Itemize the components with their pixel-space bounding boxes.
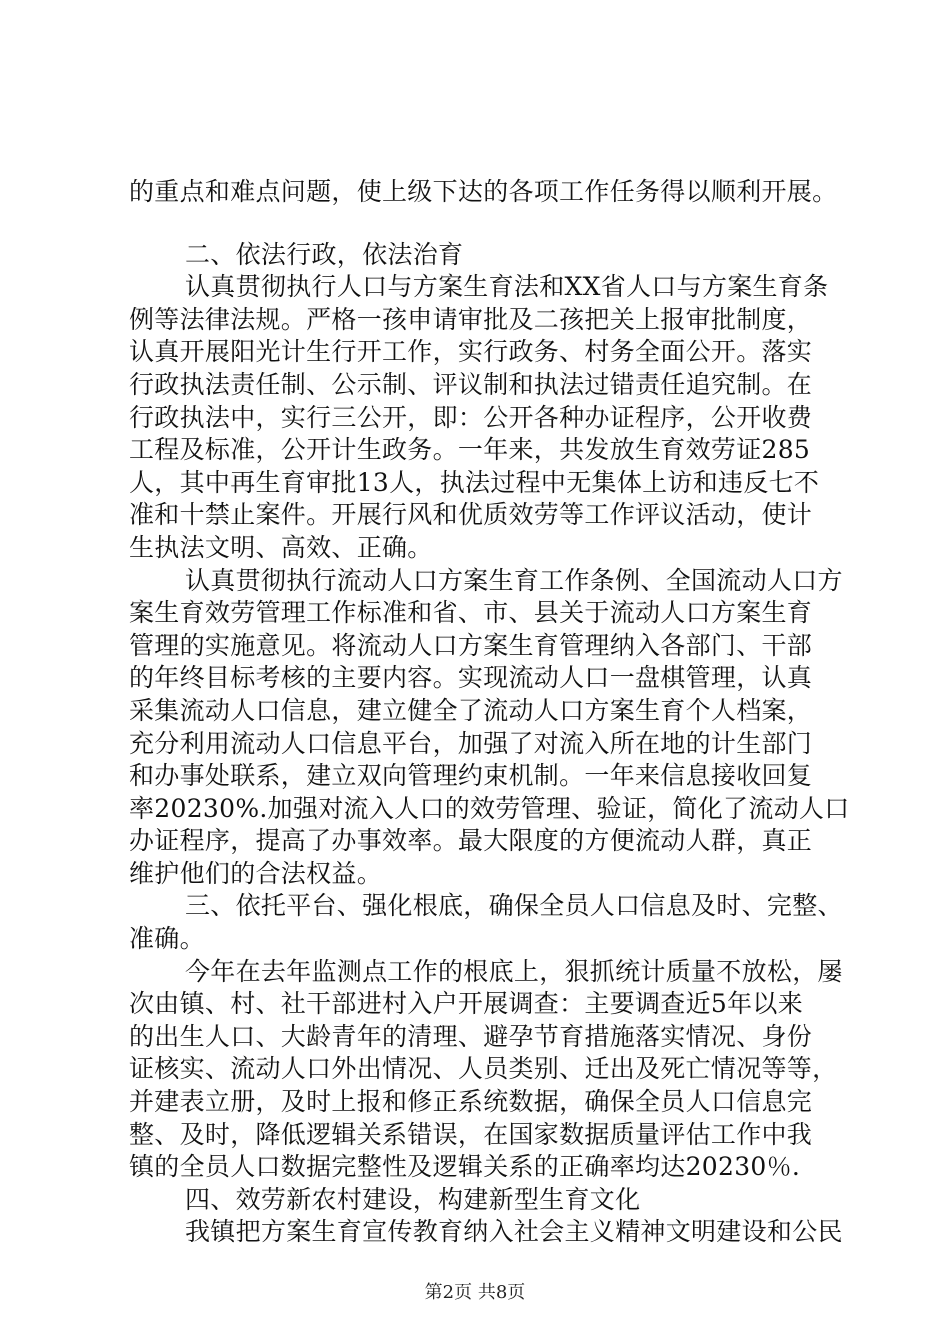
text-line: 并建表立册，及时上报和修正系统数据，确保全员人口信息完 (129, 1087, 813, 1117)
text-line: 和办事处联系，建立双向管理约束机制。一年来信息接收回复 (129, 761, 813, 791)
text-line: 办证程序，提高了办事效率。最大限度的方便流动人群，真正 (129, 826, 813, 856)
text-line: 行政执法中，实行三公开，即：公开各种办证程序，公开收费 (129, 402, 813, 432)
text-line: 例等法律法规。严格一孩申请审批及二孩把关上报审批制度， (129, 304, 813, 334)
text-line: 今年在去年监测点工作的根底上，狠抓统计质量不放松，屡 (185, 956, 843, 986)
text-line: 准和十禁止案件。开展行风和优质效劳等工作评议活动，使计 (129, 500, 813, 530)
text-line: 次由镇、村、社干部进村入户开展调查：主要调查近5年以来 (129, 989, 804, 1019)
text-line: 认真贯彻执行人口与方案生育法和XX省人口与方案生育条 (185, 272, 829, 302)
text-line: 采集流动人口信息，建立健全了流动人口方案生育个人档案， (129, 695, 813, 725)
text-line: 人，其中再生育审批13人，执法过程中无集体上访和违反七不 (129, 467, 820, 497)
text-line: 整、及时，降低逻辑关系错误，在国家数据质量评估工作中我 (129, 1119, 813, 1149)
text-line: 的重点和难点问题，使上级下达的各项工作任务得以顺利开展。 (129, 177, 838, 206)
text-line: 案生育效劳管理工作标准和省、市、县关于流动人口方案生育 (129, 598, 813, 628)
text-line: 维护他们的合法权益。 (129, 858, 383, 888)
text-line: 管理的实施意见。将流动人口方案生育管理纳入各部门、干部 (129, 630, 813, 660)
text-line: 的出生人口、大龄青年的清理、避孕节育措施落实情况、身份 (129, 1021, 813, 1051)
section-heading: 四、效劳新农村建设，构建新型生育文化 (185, 1184, 641, 1214)
text-line: 工程及标准，公开计生政务。一年来，共发放生育效劳证285 (129, 435, 811, 465)
section-heading: 三、依托平台、强化根底，确保全员人口信息及时、完整、 (185, 891, 843, 921)
text-line: 行政执法责任制、公示制、评议制和执法过错责任追究制。在 (129, 369, 813, 399)
text-line: 我镇把方案生育宣传教育纳入社会主义精神文明建设和公民 (185, 1217, 843, 1247)
text-line: 生执法文明、高效、正确。 (129, 532, 433, 562)
text-line: 认真贯彻执行流动人口方案生育工作条例、全国流动人口方 (185, 565, 843, 595)
text-line: 率20230%.加强对流入人口的效劳管理、验证，简化了流动人口 (129, 793, 850, 823)
text-line: 镇的全员人口数据完整性及逻辑关系的正确率均达20230％. (129, 1152, 801, 1182)
page-number-footer: 第2页 共8页 (424, 1282, 526, 1303)
document-body (129, 176, 850, 1249)
text-line: 证核实、流动人口外出情况、人员类别、迁出及死亡情况等等， (129, 1054, 838, 1084)
section-heading: 二、依法行政，依法治育 (185, 239, 464, 269)
section-heading-continued: 准确。 (129, 924, 205, 954)
text-line: 的年终目标考核的主要内容。实现流动人口一盘棋管理，认真 (129, 663, 813, 693)
text-line: 充分利用流动人口信息平台，加强了对流入所在地的计生部门 (129, 728, 813, 758)
text-line: 认真开展阳光计生行开工作，实行政务、村务全面公开。落实 (129, 337, 813, 367)
